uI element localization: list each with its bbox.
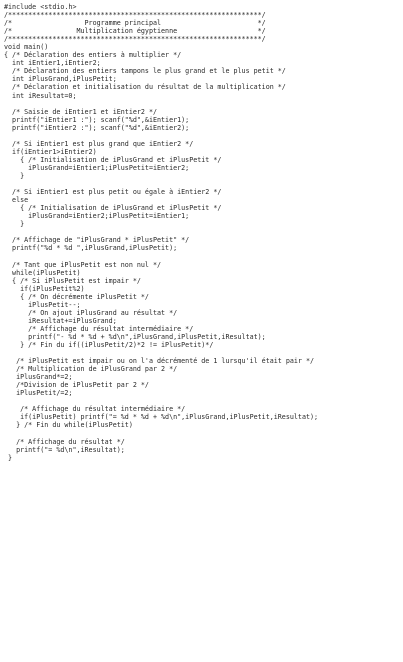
- code-line: /* Tant que iPlusPetit est non nul */: [4, 260, 162, 269]
- code-line: printf("= %d\n",iResultat);: [4, 445, 125, 454]
- code-line: }: [4, 220, 25, 229]
- code-line: /* iPlusPetit est impair ou on l'a décrémenté de 1 lursqu'il était pair */: [4, 357, 315, 366]
- code-line: int iResultat=0;: [4, 91, 77, 100]
- code-line: /* Affichage du résultat intermédiaire */: [4, 324, 194, 333]
- code-line: iResultat+=iPlusGrand;: [4, 316, 117, 325]
- code-line: /* Si iEntier1 est plus petit ou égale à iEntier2 */: [4, 188, 222, 197]
- code-line: /* Affichage du résultat intermédiaire */: [4, 405, 186, 414]
- code-line: [4, 349, 403, 357]
- code-line: /* Multiplication de iPlusGrand par 2 */: [4, 365, 178, 374]
- code-line: /* Déclaration et initialisation du résultat de la multiplication */: [4, 83, 286, 92]
- code-line: }: [4, 453, 13, 462]
- code-line: int iPlusGrand,iPlusPetit;: [4, 75, 117, 84]
- code-line: iPlusGrand*=2;: [4, 373, 73, 382]
- code-line: /* Affichage de "iPlusGrand * iPlusPetit" */: [4, 236, 190, 245]
- code-line: if(iPlusPetit) printf("= %d * %d + %d\n",iPlusGrand,iPlusPetit,iResultat);: [4, 413, 319, 422]
- code-line: printf("iEntier2 :"); scanf("%d",&iEntier2);: [4, 123, 190, 132]
- code-line: { /* Initialisation de iPlusGrand et iPlusPetit */: [4, 155, 222, 164]
- code-line: [4, 252, 403, 260]
- code-line: [4, 100, 403, 108]
- code-line: while(iPlusPetit): [4, 268, 81, 277]
- code-listing: [4, 3, 403, 462]
- code-line: iPlusGrand=iEntier2;iPlusPetit=iEntier1;: [4, 212, 190, 221]
- code-line: void main(): [4, 43, 49, 52]
- code-line: printf("iEntier1 :"); scanf("%d",&iEntier1);: [4, 115, 190, 124]
- code-line: [4, 429, 403, 437]
- code-line: if(iPlusPetit%2): [4, 284, 85, 293]
- code-line: /* On ajout iPlusGrand au résultat */: [4, 308, 178, 317]
- code-line: iPlusPetit/=2;: [4, 389, 73, 398]
- code-line: int iEntier1,iEntier2;: [4, 59, 101, 68]
- code-line: { /* Déclaration des entiers à multiplier */: [4, 51, 182, 60]
- code-line: if(iEntier1>iEntier2): [4, 147, 97, 156]
- code-line: /* Si iEntier1 est plus grand que iEntier2 */: [4, 139, 194, 148]
- code-line: { /* On décrémente iPlusPetit */: [4, 292, 149, 301]
- code-line: printf("- %d * %d + %d\n",iPlusGrand,iPlusPetit,iResultat);: [4, 332, 266, 341]
- code-line: else: [4, 196, 29, 205]
- code-line: }: [4, 171, 25, 180]
- code-line: /***************************************************************/: [4, 35, 266, 44]
- code-line: [4, 397, 403, 405]
- code-line: { /* Initialisation de iPlusGrand et iPlusPetit */: [4, 204, 222, 213]
- code-line: /* Affichage du résultat */: [4, 437, 125, 446]
- code-line: printf("%d * %d ",iPlusGrand,iPlusPetit);: [4, 244, 178, 253]
- code-line: /***************************************************************/: [4, 11, 266, 20]
- code-line: [4, 228, 403, 236]
- code-line: /* Programme principal */: [4, 19, 266, 28]
- code-line: #include <stdio.h>: [4, 3, 77, 11]
- code-line: } /* Fin du if((iPlusPetit/2)*2 != iPlusPetit)*/: [4, 340, 214, 349]
- code-line: /*Division de iPlusPetit par 2 */: [4, 381, 149, 390]
- code-line: /* Multiplication égyptienne */: [4, 27, 266, 36]
- code-line: iPlusPetit--;: [4, 300, 81, 309]
- code-line: } /* Fin du while(iPlusPetit): [4, 421, 133, 430]
- code-line: iPlusGrand=iEntier1;iPlusPetit=iEntier2;: [4, 163, 190, 172]
- code-line: /* Saisie de iEntier1 et iEntier2 */: [4, 107, 157, 116]
- code-line: [4, 180, 403, 188]
- code-line: { /* Si iPlusPetit est impair */: [4, 276, 141, 285]
- code-line: /* Déclaration des entiers tampons le plus grand et le plus petit */: [4, 67, 286, 76]
- code-line: [4, 132, 403, 140]
